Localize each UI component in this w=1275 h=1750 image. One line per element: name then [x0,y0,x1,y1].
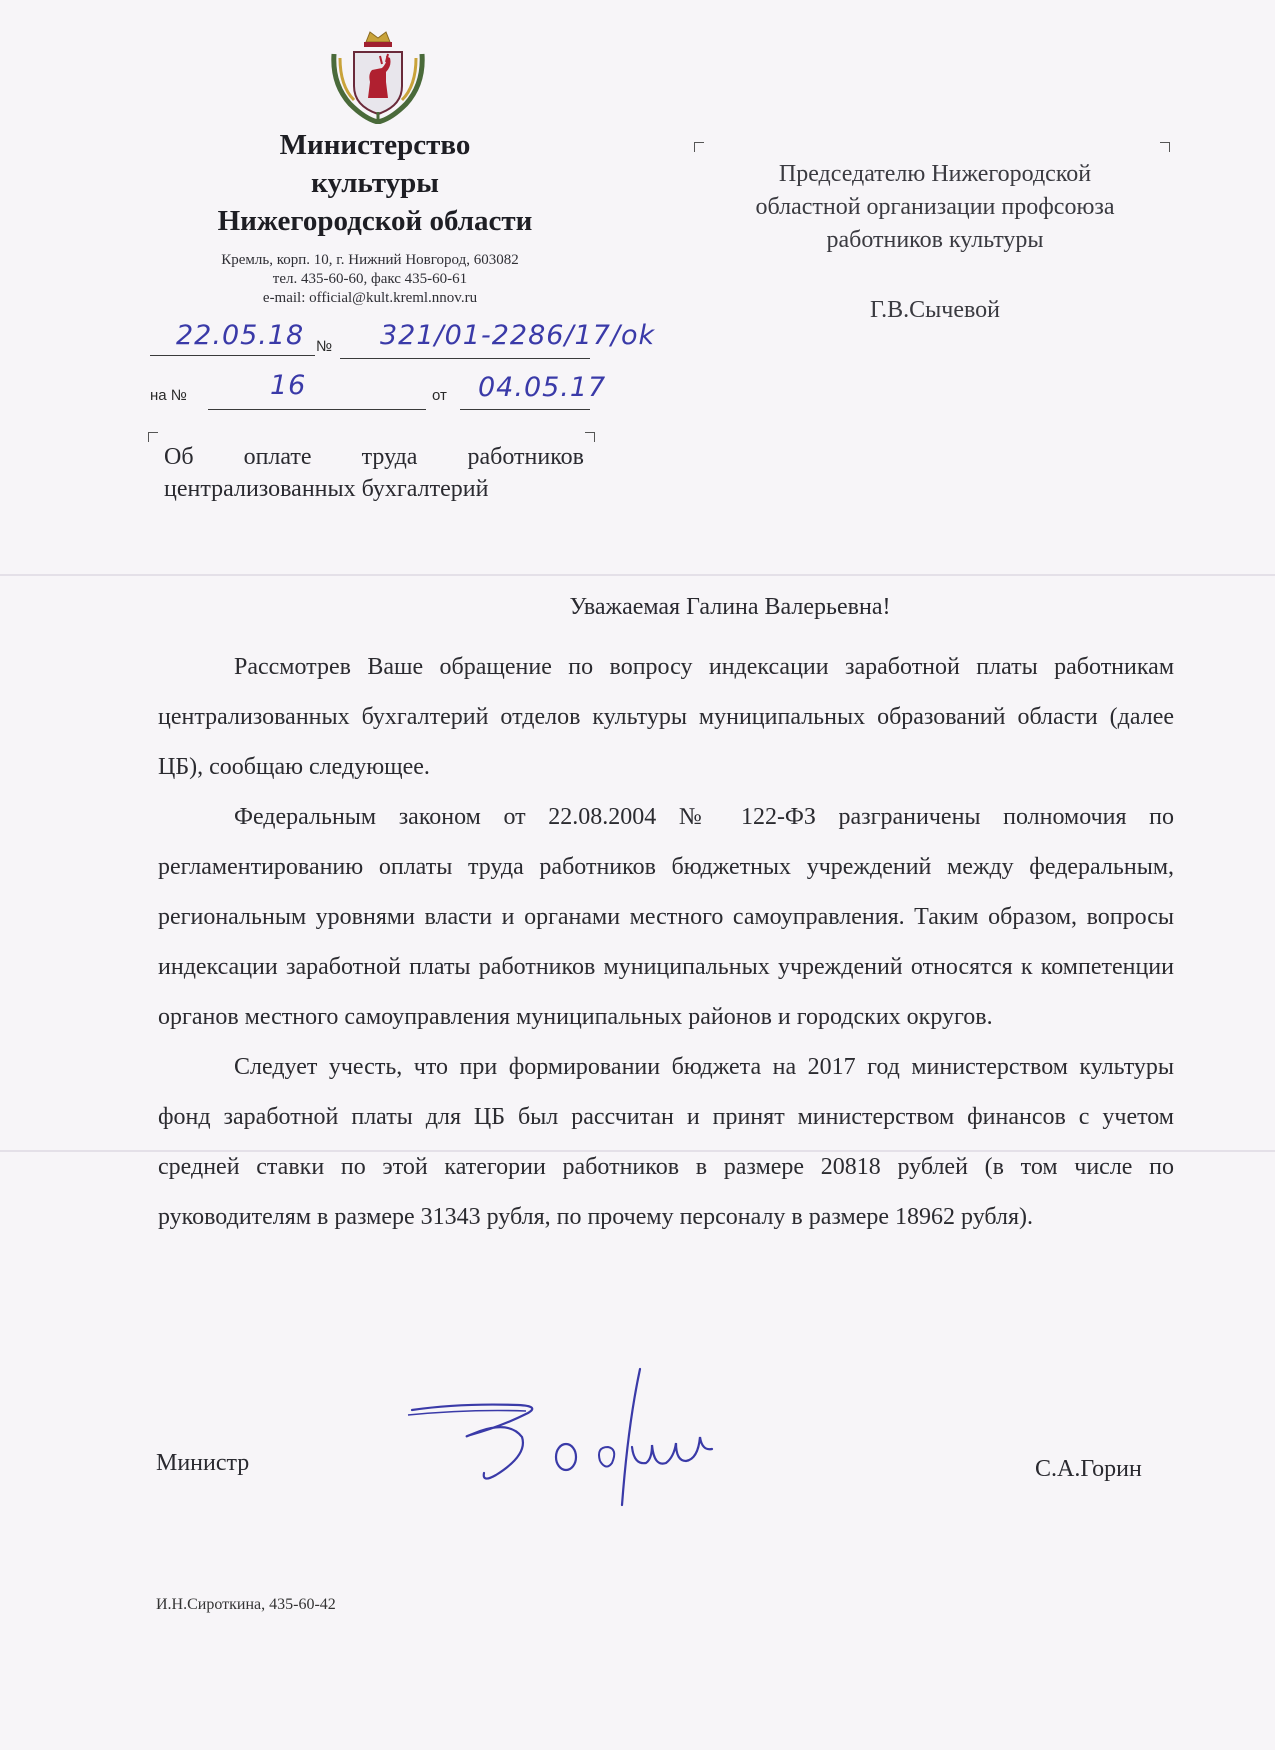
executor-contact: И.Н.Сироткина, 435-60-42 [156,1596,336,1613]
outgoing-number: 321/01-2286/17/ok [380,320,656,351]
addressee-corner-mark [1160,142,1170,152]
salutation: Уважаемая Галина Валерьевна! [569,594,891,620]
subject-word: труда [361,444,418,470]
handwritten-signature-icon [400,1365,730,1515]
signer-position: Министр [156,1450,250,1476]
coat-of-arms-icon [330,24,426,124]
ministry-email: e-mail: official@kult.kreml.nnov.ru [262,290,478,306]
subject-word: оплате [243,444,312,470]
reply-number-underline [208,409,426,410]
ministry-name-line3: Нижегородской области [217,205,533,237]
number-label: № [316,338,333,355]
reply-date-underline [460,409,590,410]
body-paragraph: Следует учесть, что при формировании бюджета на 2017 год министерством культуры фонд заработной платы для ЦБ был рассчитан и принят министерством финансов с учетом средней ставки по этой категории работников в размере 20818 рублей (в том числе по руководителям в размере 31343 рубля, по прочему персоналу в размере 18962 рубля). [158,1054,1174,1230]
paper-fold [0,574,1275,576]
signer-name: С.А.Горин [1035,1456,1142,1482]
addressee-corner-mark [694,142,704,152]
subject-corner-mark [148,432,158,442]
addressee-name: Г.В.Сычевой [869,297,1001,323]
reply-number-label: на № [150,387,187,404]
subject-word: работников [467,444,584,470]
outgoing-date: 22.05.18 [176,320,305,351]
from-label: от [432,387,447,404]
addressee-line2: областной организации профсоюза [755,194,1115,220]
reply-date: 04.05.17 [478,372,607,403]
ministry-address: Кремль, корп. 10, г. Нижний Новгород, 603082 [221,252,519,268]
subject-corner-mark [585,432,595,442]
subject-line2: централизованных бухгалтерий [164,476,489,502]
number-underline [340,358,590,359]
body-paragraph: Рассмотрев Ваше обращение по вопросу индексации заработной платы работникам централизованных бухгалтерий отделов культуры муниципальных образований области (далее ЦБ), сообщаю следующее. [158,654,1174,780]
letter-body [158,642,1174,1242]
ministry-name-line2: культуры [311,167,439,199]
ministry-name-line1: Министерство [279,129,471,161]
addressee-line3: работников культуры [826,227,1044,253]
letter-subject [164,441,584,505]
subject-word: Об [164,444,194,470]
ministry-phone: тел. 435-60-60, факс 435-60-61 [272,271,468,287]
addressee-line1: Председателю Нижегородской [778,161,1092,187]
reply-number: 16 [270,370,307,401]
date-underline [150,355,315,356]
body-paragraph: Федеральным законом от 22.08.2004 № 122-ФЗ разграничены полномочия по регламентированию оплаты труда работников бюджетных учреждений между федеральным, региональным уровнями власти и органами местного самоуправления. Таким образом, вопросы индексации заработной платы работников муниципальных учреждений относятся к компетенции органов местного самоуправления муниципальных районов и городских округов. [158,804,1174,1030]
